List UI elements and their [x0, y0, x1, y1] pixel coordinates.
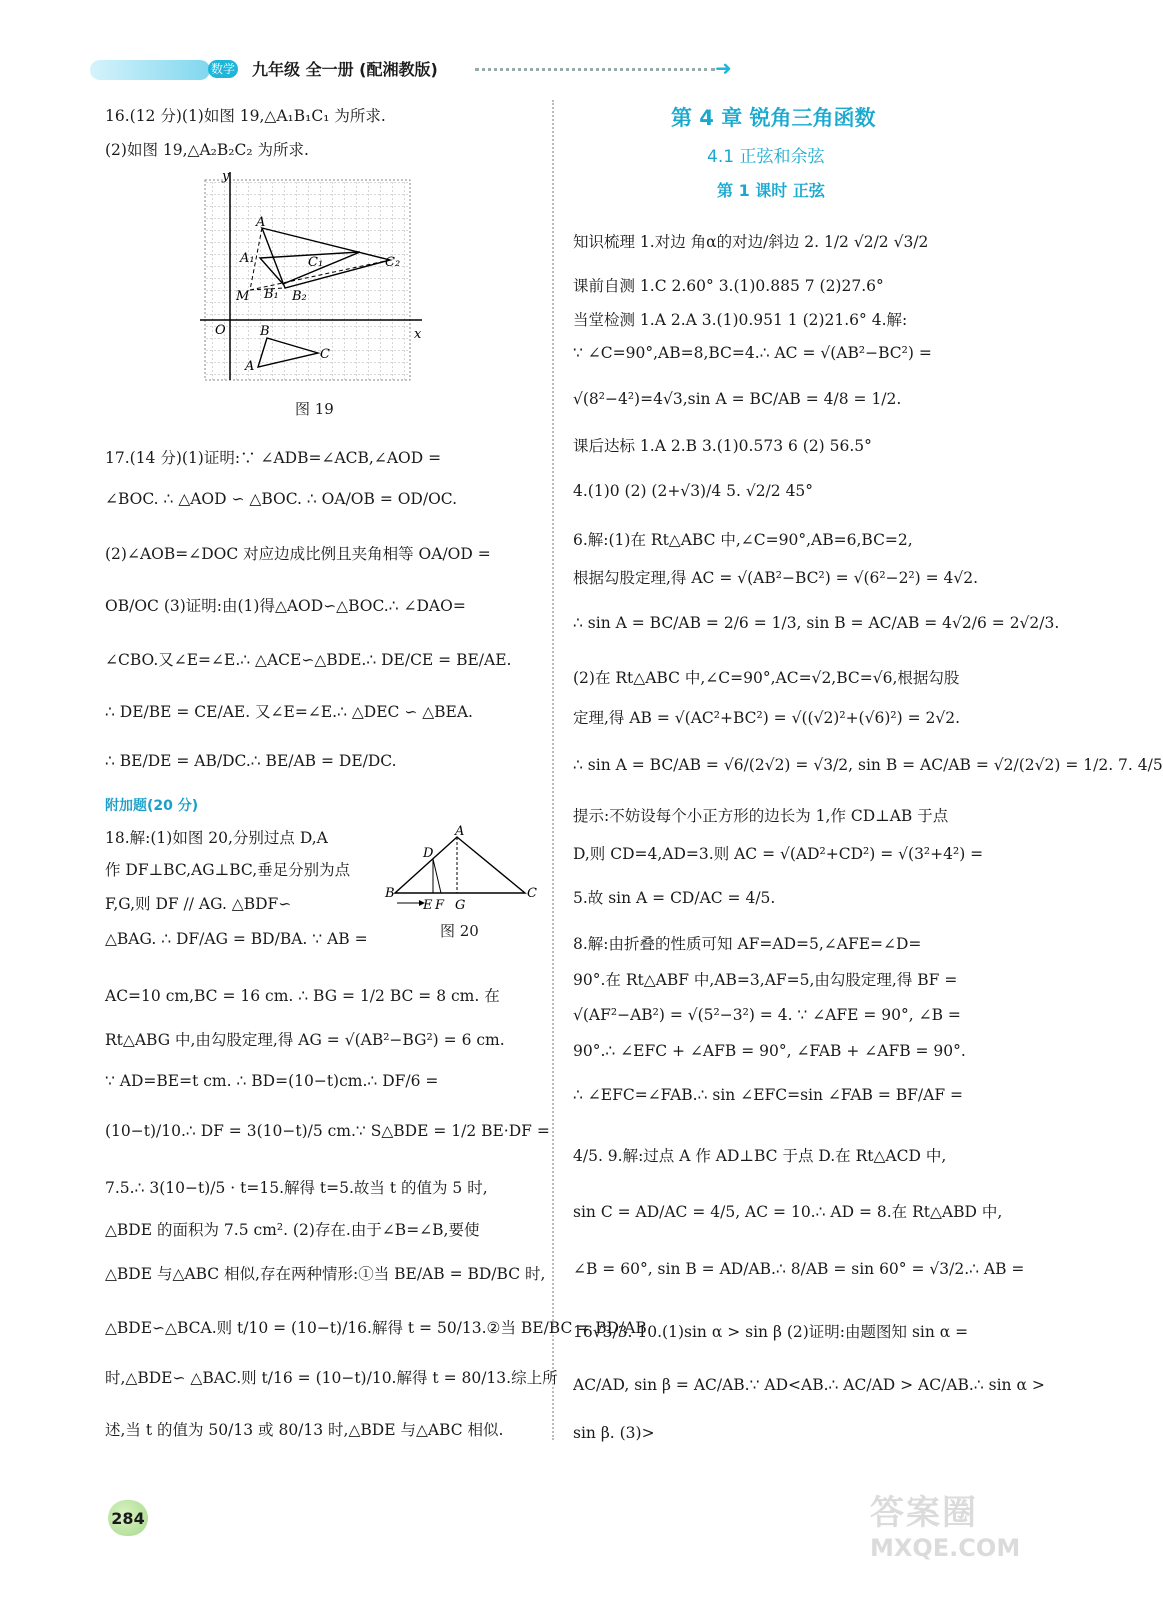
watermark-bottom: MXQE.COM — [870, 1534, 1021, 1562]
q17-line4: OB/OC (3)证明:由(1)得△AOD∽△BOC.∴ ∠DAO= — [105, 597, 466, 615]
q18-line12: △BDE∽△BCA.则 t/10 = (10−t)/16.解得 t = 50/13.②当 BE/BC = BD/AB — [105, 1319, 647, 1337]
q17-line5: ∠CBO.又∠E=∠E.∴ △ACE∽△BDE.∴ DE/CE = BE/AE. — [105, 651, 512, 669]
q18-line4: △BAG. ∴ DF/AG = BD/BA. ∵ AB = — [105, 930, 368, 948]
answer-line-19: √(AF²−AB²) = √(5²−3²) = 4. ∵ ∠AFE = 90°, ∠B = — [573, 1006, 961, 1024]
answer-line-3: 当堂检测 1.A 2.A 3.(1)0.951 1 (2)21.6° 4.解: — [573, 311, 908, 329]
q17-line3: (2)∠AOB=∠DOC 对应边成比例且夹角相等 OA/OD = — [105, 545, 491, 563]
answer-line-12: 定理,得 AB = √(AC²+BC²) = √((√2)²+(√6)²) = 2√2. — [573, 709, 961, 727]
answer-line-27: sin β. (3)> — [573, 1424, 655, 1442]
answer-line-21: ∴ ∠EFC=∠FAB.∴ sin ∠EFC=sin ∠FAB = BF/AF = — [573, 1086, 963, 1104]
page-header — [90, 52, 740, 88]
answer-line-15: D,则 CD=4,AD=3.则 AC = √(AD²+CD²) = √(3²+4²) = — [573, 845, 984, 863]
fig19-label-A-lower: A — [245, 359, 255, 374]
answer-line-8: 6.解:(1)在 Rt△ABC 中,∠C=90°,AB=6,BC=2, — [573, 531, 913, 549]
header-dotted-rule — [475, 68, 715, 71]
fig19-label-M: M — [236, 289, 250, 304]
q18-line13: 时,△BDE∽ △BAC.则 t/16 = (10−t)/10.解得 t = 80/13.综上所 — [105, 1369, 558, 1387]
answer-line-1: 知识梳理 1.对边 角α的对边/斜边 2. 1/2 √2/2 √3/2 — [573, 233, 929, 251]
q18-line2: 作 DF⊥BC,AG⊥BC,垂足分别为点 — [105, 861, 351, 879]
answer-line-18: 90°.在 Rt△ABF 中,AB=3,AF=5,由勾股定理,得 BF = — [573, 971, 958, 989]
fig19-label-B: B — [260, 324, 270, 339]
fig19-label-origin: O — [215, 323, 226, 338]
fig20-label-D: D — [423, 846, 434, 861]
fig20-label-B: B — [385, 886, 395, 901]
q18-line11: △BDE 与△ABC 相似,存在两种情形:①当 BE/AB = BD/BC 时, — [105, 1265, 546, 1283]
q18-line8: (10−t)/10.∴ DF = 3(10−t)/5 cm.∵ S△BDE = 1/2 BE·DF = — [105, 1122, 550, 1140]
q18-line3: F,G,则 DF // AG. △BDF∽ — [105, 895, 292, 913]
book-title: 九年级 全一册 (配湘教版) — [252, 60, 438, 79]
subject-tag: 数学 — [208, 60, 238, 78]
fig20-label-C: C — [527, 886, 537, 901]
q18-line1: 18.解:(1)如图 20,分别过点 D,A — [105, 829, 328, 847]
answer-line-13: ∴ sin A = BC/AB = √6/(2√2) = √3/2, sin B = AC/AB = √2/(2√2) = 1/2. 7. 4/5 — [573, 756, 1163, 774]
extra-questions-label: 附加题(20 分) — [105, 798, 199, 814]
fig19-label-B2: B₂ — [292, 289, 307, 304]
q16-line1: 16.(12 分)(1)如图 19,△A₁B₁C₁ 为所求. — [105, 107, 386, 125]
figure-20-caption: 图 20 — [440, 922, 479, 940]
answer-line-4: ∵ ∠C=90°,AB=8,BC=4.∴ AC = √(AB²−BC²) = — [573, 344, 932, 362]
q17-line7: ∴ BE/DE = AB/DC.∴ BE/AB = DE/DC. — [105, 752, 397, 770]
fig19-label-A: A — [256, 215, 266, 230]
answer-line-9: 根据勾股定理,得 AC = √(AB²−BC²) = √(6²−2²) = 4√2. — [573, 569, 979, 587]
watermark-top: 答案圈 — [870, 1493, 978, 1533]
fig19-label-x: x — [414, 327, 422, 342]
arrow-right-icon: ➜ — [715, 56, 732, 80]
answer-line-14: 提示:不妨设每个小正方形的边长为 1,作 CD⊥AB 于点 — [573, 807, 949, 825]
watermark-logo — [870, 1485, 1040, 1585]
answer-line-26: AC/AD, sin β = AC/AB.∵ AD<AB.∴ AC/AD > AC/AB.∴ sin α > — [573, 1376, 1045, 1394]
q18-line9: 7.5.∴ 3(10−t)/5 · t=15.解得 t=5.故当 t 的值为 5 时, — [105, 1179, 488, 1197]
answer-line-10: ∴ sin A = BC/AB = 2/6 = 1/3, sin B = AC/AB = 4√2/6 = 2√2/3. — [573, 614, 1060, 632]
q18-line10: △BDE 的面积为 7.5 cm². (2)存在.由于∠B=∠B,要使 — [105, 1221, 480, 1239]
answer-line-23: sin C = AD/AC = 4/5, AC = 10.∴ AD = 8.在 Rt△ABD 中, — [573, 1203, 1003, 1221]
fig20-label-G: G — [455, 898, 466, 913]
answer-line-20: 90°.∴ ∠EFC + ∠AFB = 90°, ∠FAB + ∠AFB = 90°. — [573, 1042, 966, 1060]
fig19-label-B1: B₁ — [264, 287, 279, 302]
header-decoration — [90, 60, 210, 80]
column-divider — [552, 100, 554, 1440]
answer-line-17: 8.解:由折叠的性质可知 AF=AD=5,∠AFE=∠D= — [573, 935, 922, 953]
fig20-label-F: F — [435, 898, 445, 913]
figure-20-triangle — [385, 824, 540, 913]
q16-line2: (2)如图 19,△A₂B₂C₂ 为所求. — [105, 141, 309, 159]
fig20-label-E: E — [423, 898, 433, 913]
q17-line2: ∠BOC. ∴ △AOD ∽ △BOC. ∴ OA/OB = OD/OC. — [105, 490, 458, 508]
lesson-title: 第 1 课时 正弦 — [717, 181, 825, 200]
fig19-label-A1: A₁ — [240, 251, 255, 266]
q18-line5: AC=10 cm,BC = 16 cm. ∴ BG = 1/2 BC = 8 cm. 在 — [105, 987, 500, 1005]
q18-line7: ∵ AD=BE=t cm. ∴ BD=(10−t)cm.∴ DF/6 = — [105, 1072, 439, 1090]
q18-line14: 述,当 t 的值为 50/13 或 80/13 时,△BDE 与△ABC 相似. — [105, 1421, 504, 1439]
q17-line6: ∴ DE/BE = CE/AE. 又∠E=∠E.∴ △DEC ∽ △BEA. — [105, 703, 473, 721]
figure-19-caption: 图 19 — [295, 400, 334, 418]
answer-line-7: 4.(1)0 (2) (2+√3)/4 5. √2/2 45° — [573, 482, 814, 500]
answer-line-5: √(8²−4²)=4√3,sin A = BC/AB = 4/8 = 1/2. — [573, 390, 902, 408]
answer-line-2: 课前自测 1.C 2.60° 3.(1)0.885 7 (2)27.6° — [573, 277, 884, 295]
chapter-title: 第 4 章 锐角三角函数 — [671, 106, 876, 130]
answer-line-6: 课后达标 1.A 2.B 3.(1)0.573 6 (2) 56.5° — [573, 437, 872, 455]
q18-line6: Rt△ABG 中,由勾股定理,得 AG = √(AB²−BG²) = 6 cm. — [105, 1031, 505, 1049]
fig19-label-y: y — [222, 169, 230, 184]
section-title: 4.1 正弦和余弦 — [707, 147, 825, 167]
fig19-label-C: C — [320, 347, 330, 362]
answer-line-16: 5.故 sin A = CD/AC = 4/5. — [573, 889, 776, 907]
q17-line1: 17.(14 分)(1)证明:∵ ∠ADB=∠ACB,∠AOD = — [105, 449, 442, 467]
answer-line-25: 16√3/3. 10.(1)sin α > sin β (2)证明:由题图知 sin α = — [573, 1323, 969, 1341]
answer-line-22: 4/5. 9.解:过点 A 作 AD⊥BC 于点 D.在 Rt△ACD 中, — [573, 1147, 947, 1165]
page-number: 284 — [108, 1500, 148, 1536]
fig19-label-C1: C₁ — [308, 255, 324, 270]
answer-line-24: ∠B = 60°, sin B = AD/AB.∴ 8/AB = sin 60° = √3/2.∴ AB = — [573, 1260, 1025, 1278]
figure-19-coordinate-grid — [200, 170, 520, 385]
answer-line-11: (2)在 Rt△ABC 中,∠C=90°,AC=√2,BC=√6,根据勾股 — [573, 669, 960, 687]
fig19-label-C2: C₂ — [385, 255, 401, 270]
fig20-label-A: A — [455, 824, 465, 839]
